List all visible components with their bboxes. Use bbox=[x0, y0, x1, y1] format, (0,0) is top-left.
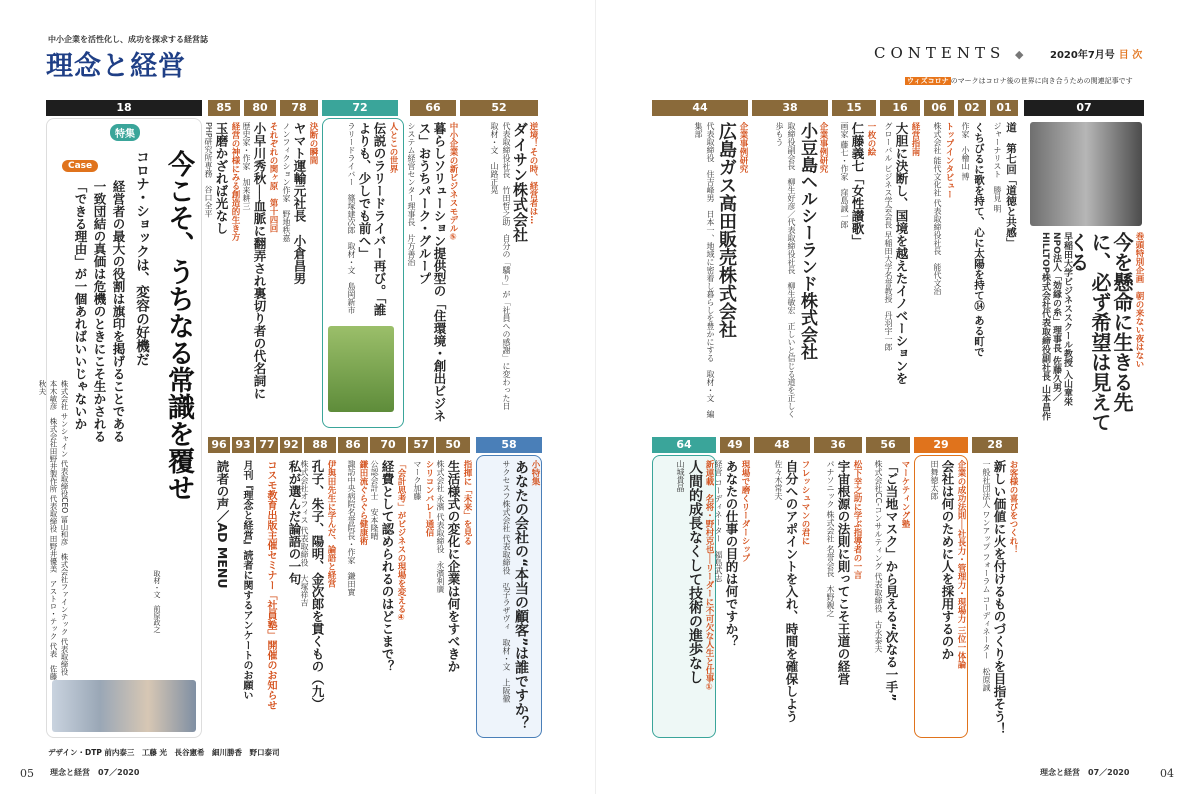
contents-item[interactable]: 企業事例研究 小豆島ヘルシーランド株式会社 取締役副会長 柳生好彦／代表取締役社長 柳生敏宏 正しいと信じる道を正しく歩もう bbox=[775, 122, 828, 418]
contents-item[interactable]: シリコンバレー通信 マーク加藤 bbox=[413, 460, 434, 537]
page-02: 02 bbox=[958, 100, 986, 116]
page-96: 96 bbox=[208, 437, 230, 453]
page-28: 28 bbox=[972, 437, 1018, 453]
page-86: 86 bbox=[338, 437, 368, 453]
contents-item[interactable]: 伊與田先生に学んだ、論語と経営 孔子、朱子、陽明、金次郎を貫くもの（九） 株式会社オフィス 代表取締役 大塚祥吉 bbox=[300, 460, 336, 710]
special-lead-3: 一致団結の真価は危機のときにこそ生かされる bbox=[92, 180, 107, 443]
contents-item[interactable]: トップインタビュー 株式会社 能代文化社 代表取締役社長 能代文治 bbox=[933, 122, 954, 296]
page-78: 78 bbox=[280, 100, 318, 116]
contents-item[interactable]: マーケティング塾 「ご当地マスク」から見える“次なる一手” 株式会社CC-コンサルティング 代表取締役 古永泰夫 bbox=[874, 460, 910, 702]
page-number-bar: 18 bbox=[46, 100, 202, 116]
contents-item[interactable]: お客様の喜びをつくれ！ 新しい価値に火を付けるものづくりを目指そう！ 一般社団法人 ワンアップ フォーラム コーディネーター 松原誠 bbox=[982, 460, 1018, 735]
design-credit: デザイン・DTP 前内泰三 工藤 光 長谷憲希 細川勝香 野口泰司 bbox=[48, 748, 280, 757]
special-title: 今こそ、うちなる常識を覆せ bbox=[163, 150, 194, 501]
contents-item[interactable]: フレッシュマンの君に 自分へのアポイントを入れ、時間を確保しよう 佐々木常夫 bbox=[774, 460, 810, 723]
contents-item[interactable]: 巻頭特別企画 朝の来ない夜はない 今を懸命に生きる先に、必ず希望は見えてくる bbox=[1066, 232, 1144, 432]
contents-item[interactable]: 鎌田流ぐらぐら健康術 諏訪中央病院名誉院長・作家 鎌田實 bbox=[347, 460, 368, 596]
magazine-logo: 理念と経営 bbox=[46, 51, 186, 82]
contents-item[interactable]: 経営指南 大胆に決断し、国境を越えたイノベーションを グローバル ビジネス学会会長 早稲田大学名誉教授 丹羽宇一郎 bbox=[884, 122, 920, 385]
page-64: 64 bbox=[652, 437, 716, 453]
page-01: 01 bbox=[990, 100, 1018, 116]
page-77: 77 bbox=[256, 437, 278, 453]
special-lead-1: コロナ・ショックは、変容の好機だ bbox=[133, 150, 149, 366]
page-92: 92 bbox=[280, 437, 302, 453]
contents-item[interactable]: 一枚の絵 仁藤義七「女性讃歌」 画家 藤七・作家 窪島誠一郎 bbox=[840, 122, 876, 247]
page-80: 80 bbox=[244, 100, 276, 116]
contents-item[interactable]: 読者の声／AD MENU bbox=[215, 460, 230, 589]
right-footer: 理念と経営 07／2020 bbox=[1040, 768, 1130, 777]
contents-item[interactable]: 指揮に「未来」を見る 生活様式の変化に企業は何をすべきか 株式会社 永濱 代表取締役 永濱利廣 bbox=[436, 460, 472, 673]
contents-item[interactable]: くちびるに歌を持て、心に太陽を持て⑭ ある町で 作家 小檜山 博 bbox=[961, 122, 985, 357]
page-44: 44 bbox=[652, 100, 748, 116]
special-lead-4: 「できる理由」が一個あればいいじゃないか bbox=[73, 180, 88, 430]
special-authors: 株式会社 サンシャイン 代表取締役CEO 冨山和彦 株式会社ファインテック 代表取締役 本木敏彦 株式会社田野井製作所 代表取締役 田野井優美 アストロ・テック 代表 佐藤秋夫 bbox=[38, 380, 69, 680]
contents-heading: CONTENTS ◆ bbox=[874, 44, 1024, 62]
page-38: 38 bbox=[752, 100, 828, 116]
page-29: 29 bbox=[914, 437, 968, 453]
page-93: 93 bbox=[232, 437, 254, 453]
cover-photo bbox=[1030, 122, 1142, 226]
contents-item[interactable]: 企業事例研究 広島ガス高田販売株式会社 代表取締役 住吉峰男 日本一、地域に密着し暮らしを豊かにする 取材・文 編集部 bbox=[694, 122, 748, 418]
issue-date: 2020年7月号 目 次 bbox=[1050, 50, 1143, 61]
page-70: 70 bbox=[370, 437, 406, 453]
page-57: 57 bbox=[408, 437, 434, 453]
page-66: 66 bbox=[410, 100, 456, 116]
cover-authors: 早稲田大学ビジネススクール教授 入山章栄 NPO法人「効縁の糸」理事長 佐藤久男／HILLTOP株式会社代表取締役副社長 山本昌作 bbox=[1040, 232, 1072, 421]
page-49: 49 bbox=[720, 437, 750, 453]
page-58: 58 bbox=[476, 437, 542, 453]
left-footer: 理念と経営 07／2020 bbox=[50, 768, 140, 777]
page-36: 36 bbox=[814, 437, 862, 453]
page-50: 50 bbox=[436, 437, 470, 453]
page-16: 16 bbox=[880, 100, 920, 116]
contents-item[interactable]: 経営の神様にみる創造的生き方 玉磨かざれば光なし PHP研究所専務 谷口全平 bbox=[204, 122, 240, 241]
contents-item[interactable]: 「会計思考」がビジネスの現場を変える④ 経費として認められるのはどこまで？ 公認会計士 安本隆晴 bbox=[370, 460, 406, 673]
contents-item[interactable]: コスモ教育出版主催セミナー「社員塾」開催のお知らせ bbox=[265, 460, 276, 710]
contents-item[interactable]: 中小企業の新ビジネスモデル⑤ 暮らしソリューション提供型の「住環境・創出ビジネス」おうちパーク・グループ システム経営センター理事長 片方善治 bbox=[407, 122, 458, 422]
case-badge: Case bbox=[62, 160, 98, 172]
tagline: 中小企業を活性化し、成功を探求する経営誌 bbox=[48, 35, 208, 44]
page-06: 06 bbox=[924, 100, 954, 116]
contents-item[interactable]: 企業の成功法則──社長力・管理力・現場力 三位一体論 会社は何のために人を採用するのか 田舞徳太郎 bbox=[930, 460, 966, 669]
diamond-icon: ◆ bbox=[1015, 48, 1024, 61]
right-page-number: 04 bbox=[1160, 767, 1174, 780]
page-72: 72 bbox=[322, 100, 398, 116]
page-88: 88 bbox=[304, 437, 336, 453]
person-photo bbox=[328, 326, 394, 412]
contents-item[interactable]: 小特集 あなたの会社の“本当の顧客”は誰ですか？ サクセスフ株式会社 代表取締役 弘子ラザヴィ 取材・文 上阪徹 bbox=[502, 460, 540, 731]
page-48: 48 bbox=[754, 437, 810, 453]
special-badge: 特集 bbox=[110, 124, 140, 141]
page-07: 07 bbox=[1024, 100, 1144, 116]
special-lead-2: 経営者の最大の役割は旗印を掲げることである bbox=[111, 180, 126, 443]
contents-item[interactable]: 道 第七回「道徳と共感」 ジャーナリスト 勝見 明 bbox=[993, 122, 1017, 248]
contents-item[interactable]: 現場で磨くリーダーシップ あなたの仕事の目的は何ですか？ 経営 コーディネーター 福島武志 bbox=[714, 460, 750, 648]
page-15: 15 bbox=[832, 100, 876, 116]
contents-item[interactable]: 逆境！その時、経営者は… ダイサン株式会社 代表取締役社長 竹田哲之助 自分の「驕り」が「社員への感謝」に変わった日 取材・文 山路正晃 bbox=[490, 122, 538, 418]
contents-item[interactable]: 私が選んだ論語の一句 bbox=[287, 460, 302, 585]
contents-item[interactable]: 月刊『理念と経営』読者に関するアンケートのお願い bbox=[241, 460, 252, 700]
left-page-number: 05 bbox=[20, 767, 34, 780]
page-spine bbox=[595, 0, 596, 794]
special-credit: 取材・文 前原政之 bbox=[153, 570, 161, 633]
contents-item[interactable]: 松下幸之助に学ぶ指導者の一言 宇宙根源の法則に則ってこそ王道の経営 パナソニック 株式会社 名誉会長 木野親之 bbox=[826, 460, 862, 685]
page-52: 52 bbox=[460, 100, 538, 116]
contents-item[interactable]: 人とこの世界 伝説のラリードライバー再び。「誰よりも、少しでも前へ」 ラリードライバー 篠塚建次郎 取材・文 島岡新市 bbox=[347, 122, 398, 316]
contents-item[interactable]: それぞれの関ヶ原 第十四回 小早川秀秋──血脈に翻弄され裏切り者の代名詞に 歴史家・作家 加来耕三 bbox=[242, 122, 278, 400]
contents-item[interactable]: 決断の瞬間 ヤマト運輸元社長 小倉昌男 ノンフィクション作家 野地秩嘉 bbox=[282, 122, 318, 285]
page-56: 56 bbox=[866, 437, 910, 453]
contents-item[interactable]: 新連載 名将・野村克也──リーダーに不可欠な人生と仕事① 人間的成長なくして技術の進歩なし 山城貴晶 bbox=[676, 460, 714, 693]
page-85: 85 bbox=[208, 100, 240, 116]
covid-note: ウィズコロナ のマークはコロナ後の世界に向き合うための関連記事です bbox=[907, 77, 1133, 85]
feature-photo bbox=[52, 680, 196, 732]
